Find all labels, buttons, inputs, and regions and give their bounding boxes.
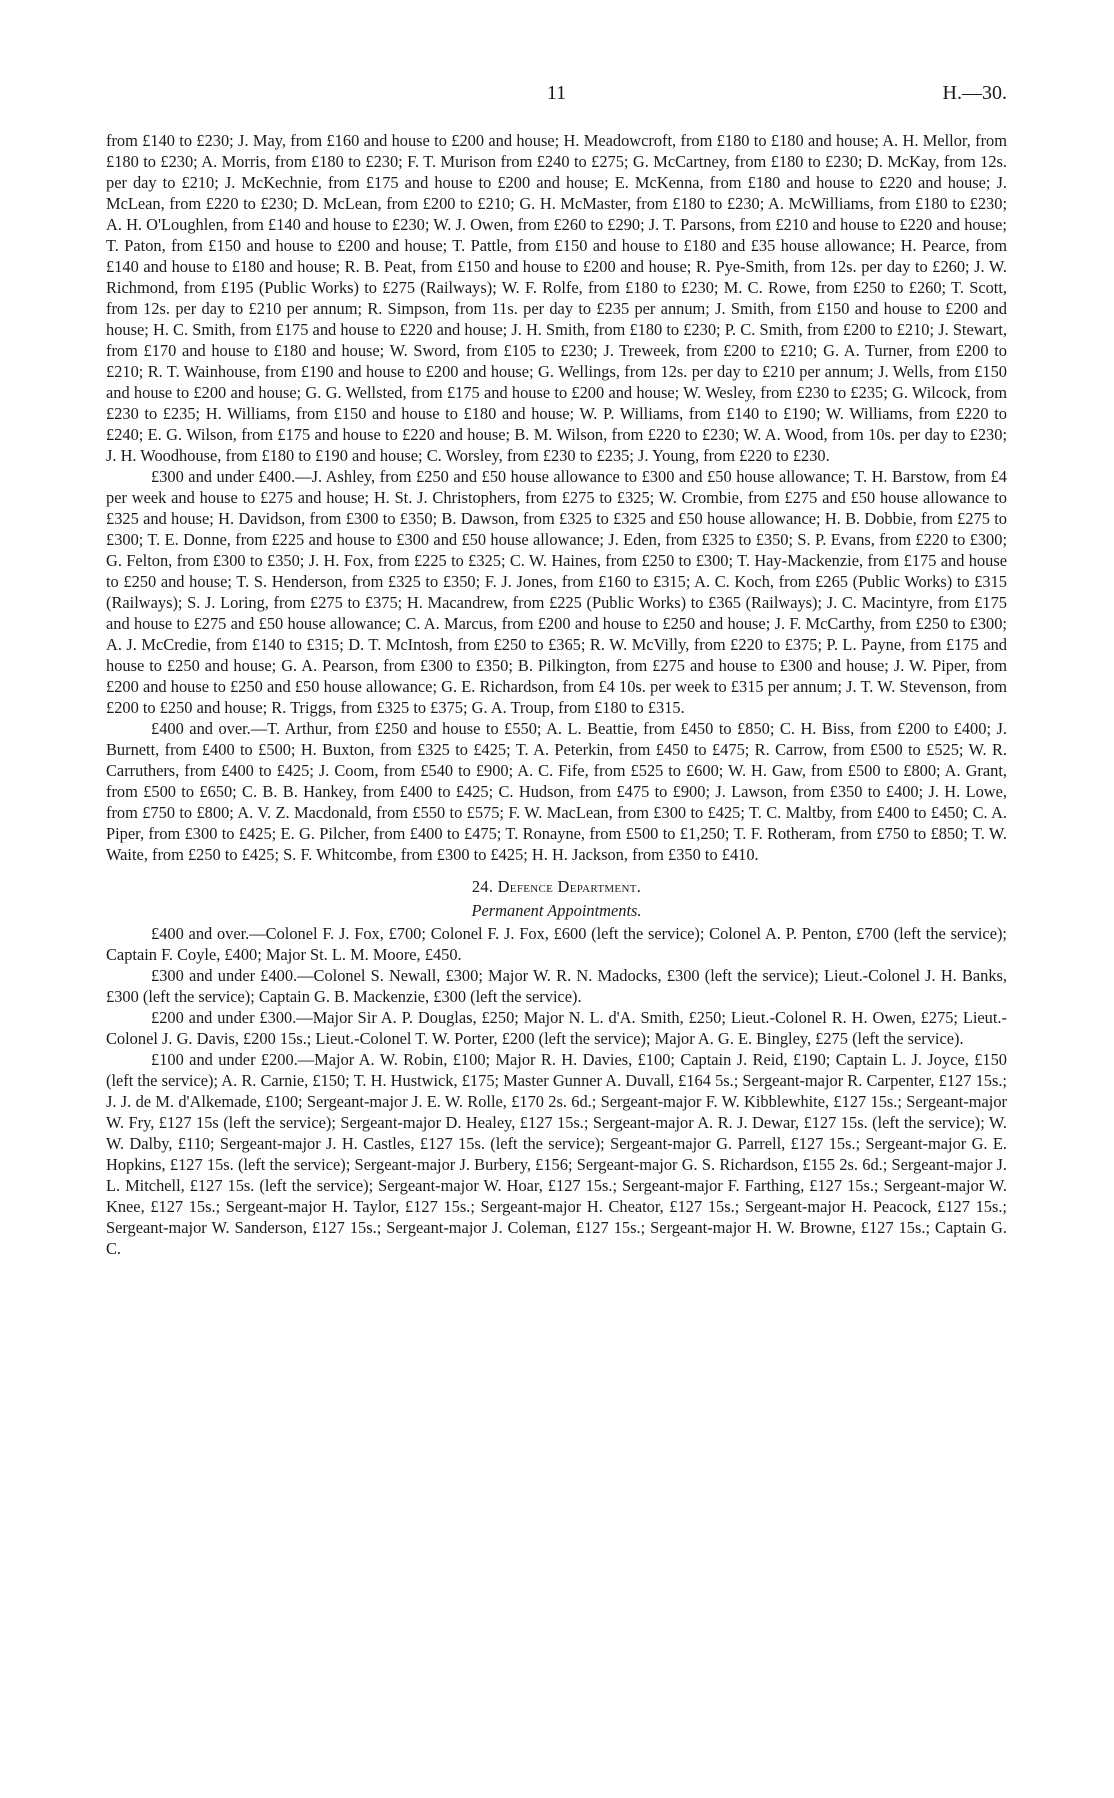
defence-paragraph-300-under-400: £300 and under £400.—Colonel S. Newall, £300; Major W. R. N. Madocks, £300 (left the service); Lieut.-Colonel J. H. Banks, £300 (left the service); Captain G. B. Mackenzie, £300 (left the service). bbox=[106, 966, 1007, 1006]
section-heading: 24. Defence Department. bbox=[471, 877, 642, 896]
document-body bbox=[106, 130, 1007, 1259]
paragraph-400-and-over: £400 and over.—T. Arthur, from £250 and house to £550; A. L. Beattie, from £450 to £850; C. H. Biss, from £200 to £400; J. Burnett, from £400 to £500; H. Buxton, from £325 to £425; T. A. Peterkin, from £450 to £475; R. Carrow, from £500 to £525; W. R. Carruthers, from £400 to £425; J. Coom, from £540 to £900; A. C. Fife, from £525 to £600; W. H. Gaw, from £500 to £800; A. Grant, from £500 to £650; C. B. B. Hankey, from £400 to £425; C. Hudson, from £475 to £900; J. Lawson, from £350 to £400; J. H. Lowe, from £750 to £800; A. V. Z. Macdonald, from £550 to £575; F. W. MacLean, from £300 to £425; T. C. Maltby, from £400 to £450; C. A. Piper, from £300 to £425; E. G. Pilcher, from £400 to £475; T. Ronayne, from £500 to £1,250; T. F. Rotheram, from £750 to £850; T. W. Waite, from £250 to £425; S. F. Whitcombe, from £300 to £425; H. H. Jackson, from £350 to £410. bbox=[106, 719, 1007, 864]
defence-paragraph-200-under-300: £200 and under £300.—Major Sir A. P. Douglas, £250; Major N. L. d'A. Smith, £250; Lieut.-Colonel R. H. Owen, £275; Lieut.-Colonel J. G. Davis, £200 15s.; Lieut.-Colonel T. W. Porter, £200 (left the service); Major A. G. E. Bingley, £275 (left the service). bbox=[106, 1008, 1007, 1048]
page-number: 11 bbox=[546, 82, 567, 104]
defence-paragraph-100-under-200: £100 and under £200.—Major A. W. Robin, £100; Major R. H. Davies, £100; Captain J. Reid, £190; Captain L. J. Joyce, £150 (left the service); A. R. Carnie, £150; T. H. Hustwick, £175; Master Gunner A. Duvall, £164 5s.; Sergeant-major R. Carpenter, £127 15s.; J. J. de M. d'Alkemade, £100; Sergeant-major J. E. W. Rolle, £170 2s. 6d.; Sergeant-major F. W. Kibblewhite, £127 15s.; Sergeant-major W. Fry, £127 15s (left the service); Sergeant-major D. Healey, £127 15s.; Sergeant-major A. R. J. Dewar, £127 15s. (left the service); W. W. Dalby, £110; Sergeant-major J. H. Castles, £127 15s. (left the service); Sergeant-major G. Parrell, £127 15s.; Sergeant-major G. E. Hopkins, £127 15s. (left the service); Sergeant-major J. Burbery, £156; Sergeant-major G. S. Richardson, £155 2s. 6d.; Sergeant-major J. L. Mitchell, £127 15s. (left the service); Sergeant-major W. Hoar, £127 15s.; Sergeant-major F. Farthing, £127 15s.; Sergeant-major W. Knee, £127 15s.; Sergeant-major H. Taylor, £127 15s.; Sergeant-major H. Cheator, £127 15s.; Sergeant-major H. Peacock, £127 15s.; Sergeant-major W. Sanderson, £127 15s.; Sergeant-major J. Coleman, £127 15s.; Sergeant-major H. W. Browne, £127 15s.; Captain G. C. bbox=[106, 1050, 1007, 1258]
paragraph-300-under-400: £300 and under £400.—J. Ashley, from £250 and £50 house allowance to £300 and £50 house allowance; T. H. Barstow, from £4 per week and house to £275 and house; H. St. J. Christophers, from £275 to £325; W. Crombie, from £275 and £50 house allowance to £325 and house; H. Davidson, from £300 to £350; B. Dawson, from £325 to £325 and £50 house allowance; H. B. Dobbie, from £275 to £300; T. E. Donne, from £225 and house to £300 and £50 house allowance; J. Eden, from £325 to £350; S. P. Evans, from £220 to £300; G. Felton, from £300 to £350; J. H. Fox, from £225 to £325; C. W. Haines, from £250 to £300; T. Hay-Mackenzie, from £175 and house to £250 and house; T. S. Henderson, from £325 to £350; F. J. Jones, from £160 to £315; A. C. Koch, from £265 (Public Works) to £315 (Railways); S. J. Loring, from £275 to £375; H. Macandrew, from £225 (Public Works) to £365 (Railways); J. C. Macintyre, from £175 and house to £275 and £50 house allowance; C. A. Marcus, from £200 and house to £250 and house; J. F. McCarthy, from £250 to £300; A. J. McCredie, from £140 to £315; D. T. McIntosh, from £250 to £365; R. W. McVilly, from £220 to £375; P. L. Payne, from £175 and house to £250 and house; G. A. Pearson, from £300 to £350; B. Pilkington, from £275 and house to £300 and house; J. W. Piper, from £200 and house to £250 and £50 house allowance; G. E. Richardson, from £4 10s. per week to £315 per annum; J. T. W. Stevenson, from £200 to £250 and house; R. Triggs, from £325 to £375; G. A. Troup, from £180 to £315. bbox=[106, 467, 1007, 717]
document-reference: H.—30. bbox=[942, 82, 1007, 104]
section-subheading: Permanent Appointments. bbox=[471, 901, 642, 920]
page-header bbox=[106, 82, 1007, 112]
defence-paragraph-400-and-over: £400 and over.—Colonel F. J. Fox, £700; Colonel F. J. Fox, £600 (left the service); Colonel A. P. Penton, £700 (left the service); Captain F. Coyle, £400; Major St. L. M. Moore, £450. bbox=[106, 924, 1007, 964]
paragraph-continuation: from £140 to £230; J. May, from £160 and house to £200 and house; H. Meadowcroft, from £180 to £180 and house; A. H. Mellor, from £180 to £230; A. Morris, from £180 to £230; F. T. Murison from £240 to £275; G. McCartney, from £180 to £230; D. McKay, from 12s. per day to £210; J. McKechnie, from £175 and house to £200 and house; E. McKenna, from £180 and house to £220 and house; J. McLean, from £220 to £230; D. McLean, from £200 to £210; G. H. McMaster, from £180 to £230; A. McWilliams, from £180 to £230; A. H. O'Loughlen, from £140 and house to £230; W. J. Owen, from £260 to £290; J. T. Parsons, from £210 and house to £220 and house; T. Paton, from £150 and house to £200 and house; T. Pattle, from £150 and house to £180 and £35 house allowance; H. Pearce, from £140 and house to £180 and house; R. B. Peat, from £150 and house to £200 and house; R. Pye-Smith, from 12s. per day to £260; J. W. Richmond, from £195 (Public Works) to £275 (Railways); W. F. Rolfe, from £180 to £230; M. C. Rowe, from £250 to £260; T. Scott, from 12s. per day to £210 per annum; R. Simpson, from 11s. per day to £235 per annum; J. Smith, from £150 and house to £200 and house; H. C. Smith, from £175 and house to £220 and house; J. H. Smith, from £180 to £230; P. C. Smith, from £200 to £210; J. Stewart, from £170 and house to £180 and house; W. Sword, from £105 to £230; J. Treweek, from £200 to £210; G. A. Turner, from £200 to £210; R. T. Wainhouse, from £190 and house to £200 and house; G. Wellings, from 12s. per day to £210 per annum; J. Wells, from £150 and house to £200 and house; G. G. Wellsted, from £175 and house to £200 and house; W. Wesley, from £230 to £235; G. Wilcock, from £230 to £235; H. Williams, from £150 and house to £180 and house; W. P. Williams, from £140 to £190; W. Williams, from £220 to £240; E. G. Wilson, from £175 and house to £220 and house; B. M. Wilson, from £220 to £230; W. A. Wood, from 10s. per day to £230; J. H. Woodhouse, from £180 to £190 and house; C. Worsley, from £230 to £235; J. Young, from £220 to £230. bbox=[106, 131, 1007, 465]
